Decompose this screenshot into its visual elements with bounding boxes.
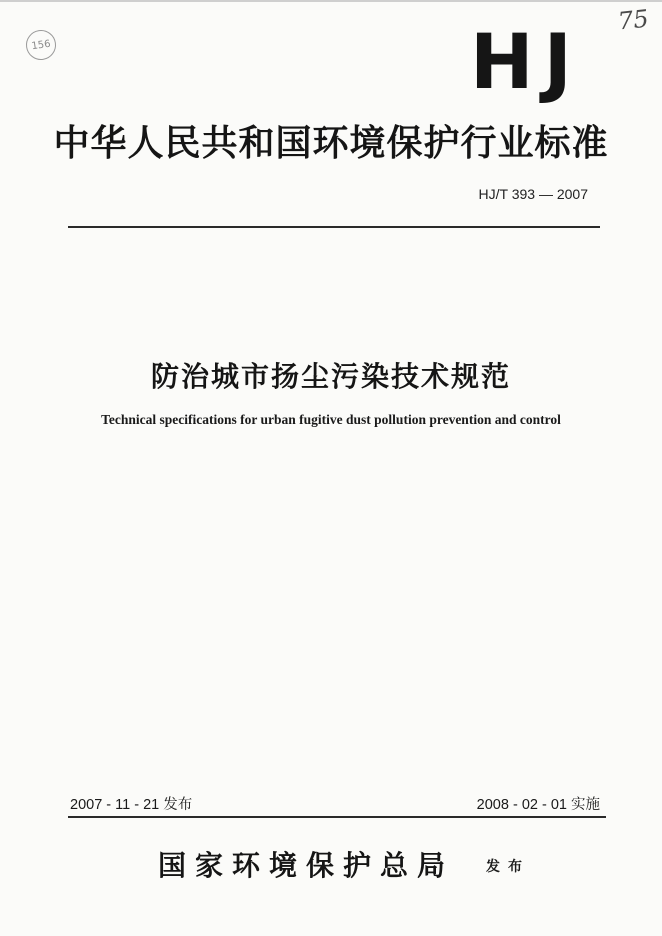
document-title-chinese: 防治城市扬尘污染技术规范 <box>150 360 511 393</box>
implementation-date: 2008 - 02 - 01 实施 <box>476 797 600 813</box>
page-stamp: 156 <box>24 28 58 62</box>
organization-title: 中华人民共和国环境保护行业标准 <box>53 122 609 164</box>
hj-logo: HJ <box>470 17 582 106</box>
issue-date: 2007 - 11 - 21 发布 <box>70 797 193 813</box>
footer-divider <box>68 816 606 818</box>
page-top-edge <box>0 0 662 2</box>
standard-number: HJ/T 393 — 2007 <box>478 186 588 202</box>
header-divider <box>68 226 600 228</box>
publish-label: 发布 <box>486 859 530 875</box>
publisher-name: 国家环境保护总局 <box>158 849 455 882</box>
handwritten-note: 75 <box>616 4 650 36</box>
document-title-english: Technical specifications for urban fugitive dust pollution prevention and control <box>101 412 561 427</box>
